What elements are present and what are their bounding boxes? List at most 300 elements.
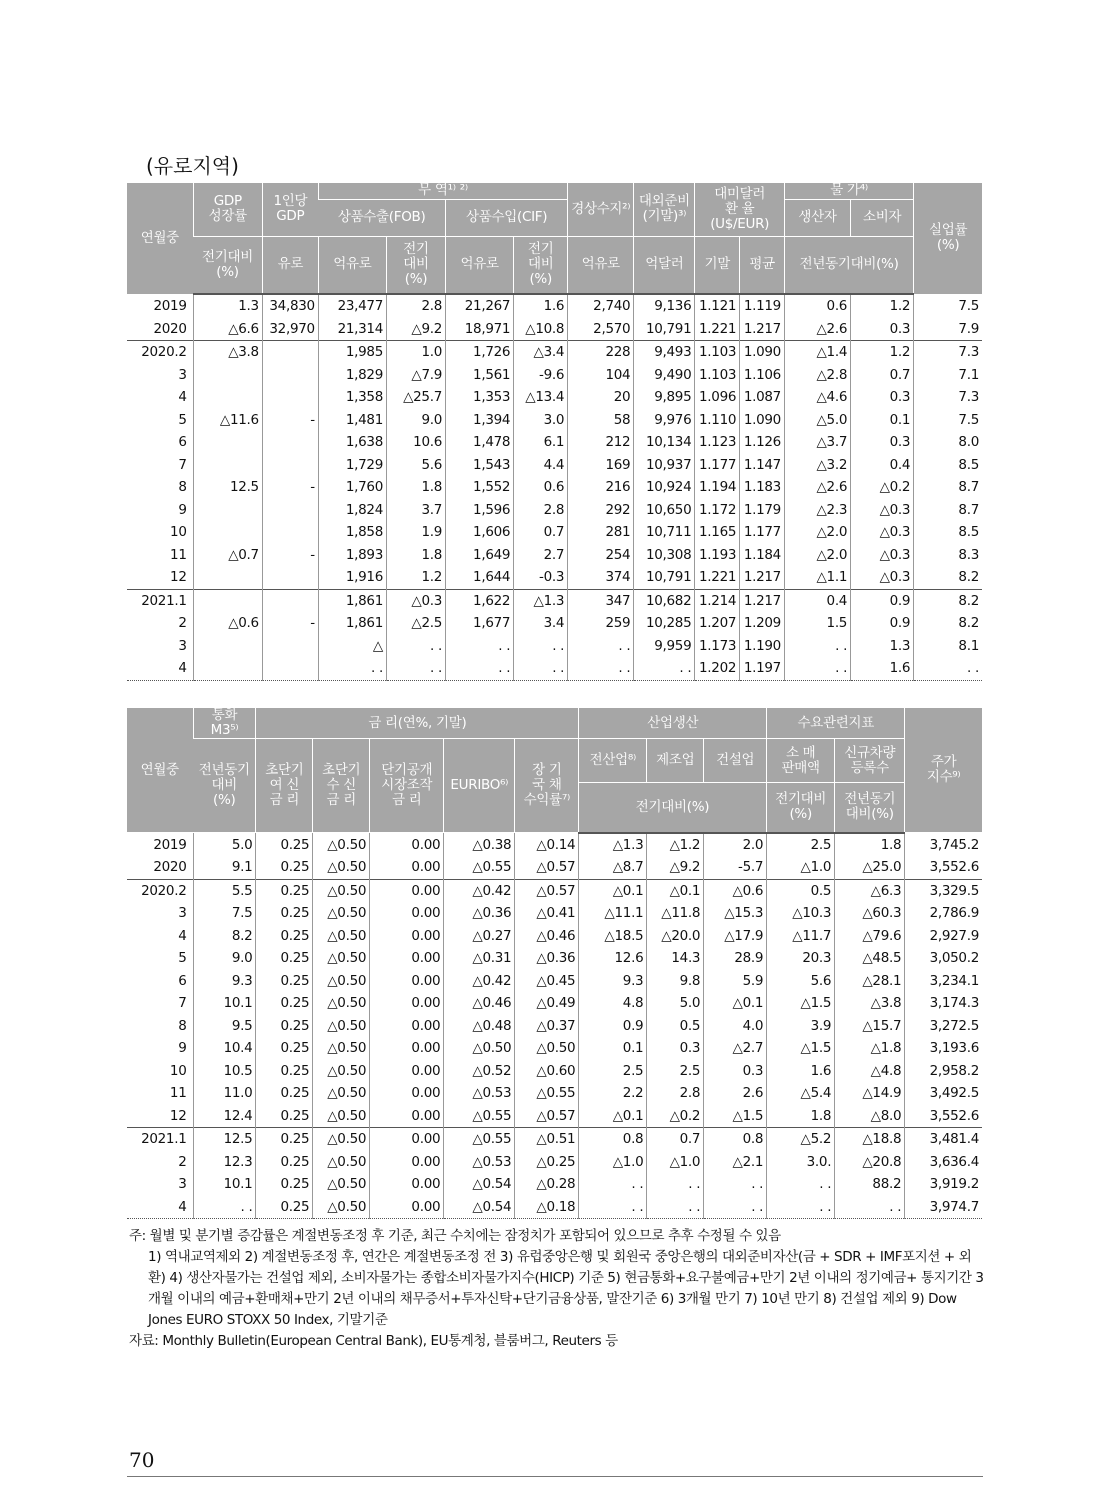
col-year-month: 연월중 (127, 183, 193, 294)
footnotes (129, 1226, 987, 1352)
table-cell: △1.3 (579, 833, 647, 857)
table-cell: 0.25 (256, 1173, 313, 1196)
row-label: 2020 (153, 320, 187, 337)
table-cell: . . (704, 1196, 767, 1219)
table-row (127, 1082, 982, 1105)
table-cell: - (262, 612, 318, 635)
table-cell: 0.00 (370, 1060, 444, 1083)
table-cell: 10,134 (634, 431, 695, 454)
table-cell: 1.8 (767, 1105, 835, 1128)
table-cell: 3,234.1 (905, 970, 982, 993)
table-cell (262, 386, 318, 409)
table-cell: 1.110 (695, 409, 740, 432)
table-cell: △0.50 (313, 1037, 370, 1060)
table-cell: △0.42 (444, 970, 515, 993)
table-cell: . . (568, 657, 634, 680)
table-cell: △11.6 (193, 409, 262, 432)
table-cell: 8.1 (914, 635, 982, 658)
table-cell: △0.36 (515, 947, 579, 970)
row-label: 9 (178, 1040, 187, 1057)
table-row (127, 294, 982, 318)
col2-industrial: 산업생산 (579, 708, 767, 739)
table-cell: 0.5 (767, 879, 835, 902)
table-cell: 1,481 (318, 409, 386, 432)
table-row (127, 1037, 982, 1060)
row-label: 3 (178, 905, 187, 922)
table-row (127, 431, 982, 454)
table-cell: △0.57 (515, 879, 579, 902)
table-cell: △0.50 (313, 1151, 370, 1174)
table-cell: 0.00 (370, 1015, 444, 1038)
table-cell: 2.7 (514, 544, 568, 567)
table-cell: △0.3 (851, 499, 914, 522)
table-cell: 10,285 (634, 612, 695, 635)
table-cell: . . (914, 657, 982, 680)
table-cell: 0.6 (514, 476, 568, 499)
table-cell: 28.9 (704, 947, 767, 970)
table-cell: 0.25 (256, 902, 313, 925)
table-cell: 1.184 (740, 544, 785, 567)
row-label: 4 (178, 389, 187, 406)
table-cell: 6.1 (514, 431, 568, 454)
table-cell: △0.3 (851, 566, 914, 589)
table-cell: △1.0 (579, 1151, 647, 1174)
table-cell: 2.8 (387, 294, 446, 318)
unit2-car-reg: 전년동기 대비(%) (835, 783, 905, 833)
table-cell: 1.202 (695, 657, 740, 680)
table-cell: 23,477 (318, 294, 386, 318)
table-cell: 2,740 (568, 294, 634, 318)
table-cell: 10,308 (634, 544, 695, 567)
table-cell: 1,649 (446, 544, 514, 567)
col-consumer: 소비자 (851, 199, 914, 236)
table-cell (193, 635, 262, 658)
table-cell: 0.9 (851, 612, 914, 635)
table-cell: 8.2 (914, 566, 982, 589)
table-cell: . . (634, 657, 695, 680)
table-cell: 8.2 (914, 612, 982, 635)
page-number: 70 (129, 1448, 155, 1472)
table-cell: 281 (568, 521, 634, 544)
table-cell: △5.0 (784, 409, 850, 432)
table-cell: △0.38 (444, 833, 515, 857)
table-cell: △0.41 (515, 902, 579, 925)
col-trade: 무 역¹⁾ ²⁾ (318, 183, 567, 199)
table-cell: △25.0 (835, 856, 905, 879)
table-cell: △17.9 (704, 925, 767, 948)
table-cell: 9.0 (387, 409, 446, 432)
table-cell: 1.172 (695, 499, 740, 522)
table-cell: △1.5 (767, 1037, 835, 1060)
table-cell: △2.6 (784, 476, 850, 499)
region-title: (유로지역) (146, 154, 239, 178)
row-label: 8 (178, 479, 187, 496)
table-cell: △0.1 (704, 992, 767, 1015)
table-cell: △0.50 (313, 1082, 370, 1105)
table-cell: 0.25 (256, 970, 313, 993)
table-cell (262, 521, 318, 544)
table-cell: 2.0 (704, 833, 767, 857)
table-cell: △11.1 (579, 902, 647, 925)
row-label: 7 (178, 995, 187, 1012)
table-cell (193, 364, 262, 387)
table-cell: 2.8 (647, 1082, 704, 1105)
table-cell: 10,650 (634, 499, 695, 522)
table-cell: 1.2 (387, 566, 446, 589)
table-cell: - (262, 476, 318, 499)
row-label: 5 (178, 411, 187, 428)
table-cell: 8.2 (914, 589, 982, 612)
table-cell: 2,927.9 (905, 925, 982, 948)
table-cell: . . (514, 657, 568, 680)
table-cell: △0.27 (444, 925, 515, 948)
table-cell (193, 454, 262, 477)
col2-govt-bond: 장 기 국 채 수익률⁷⁾ (515, 739, 579, 833)
table-cell: 12.4 (193, 1105, 256, 1128)
table-cell: 3,193.6 (905, 1037, 982, 1060)
table-cell: 1,985 (318, 341, 386, 364)
table-cell: △0.2 (851, 476, 914, 499)
row-label: 4 (127, 657, 193, 680)
table-cell: 10,711 (634, 521, 695, 544)
table-cell: . . (579, 1173, 647, 1196)
row-label: 7 (178, 456, 187, 473)
col2-car-reg: 신규차량 등록수 (835, 739, 905, 783)
table-cell: △0.2 (647, 1105, 704, 1128)
col2-mro: 단기공개 시장조작 금 리 (370, 739, 444, 833)
table-cell: 21,314 (318, 318, 386, 341)
table-cell: 4.8 (579, 992, 647, 1015)
table-cell: △0.60 (515, 1060, 579, 1083)
table-cell: 3,745.2 (905, 833, 982, 857)
table-cell: △0.54 (444, 1173, 515, 1196)
table-cell: △2.0 (784, 544, 850, 567)
table-cell: 0.25 (256, 925, 313, 948)
table-cell: . . (514, 635, 568, 658)
table-cell: △9.2 (647, 856, 704, 879)
table-cell: △0.28 (515, 1173, 579, 1196)
row-label: 4 (127, 1196, 193, 1219)
table-row (127, 589, 982, 612)
table-cell: 0.00 (370, 992, 444, 1015)
table-cell (193, 431, 262, 454)
table-cell: 4.4 (514, 454, 568, 477)
table-row (127, 992, 982, 1015)
table-cell: 1,638 (318, 431, 386, 454)
table-cell: 7.5 (193, 902, 256, 925)
table-cell (193, 499, 262, 522)
table-cell: 1.103 (695, 364, 740, 387)
row-label: 2021.1 (127, 1128, 193, 1151)
table-cell: △0.3 (851, 521, 914, 544)
col-fx: 대미달러 환 율 (U$/EUR) (695, 183, 785, 236)
table-cell: △15.3 (704, 902, 767, 925)
table-cell: 10,791 (634, 566, 695, 589)
table1-body (127, 294, 982, 680)
table-row (127, 521, 982, 544)
table-cell: 1.126 (740, 431, 785, 454)
table-cell: △0.50 (313, 1196, 370, 1219)
table-cell: △9.2 (387, 318, 446, 341)
table-cell: -0.3 (514, 566, 568, 589)
table-cell: 3,552.6 (905, 1105, 982, 1128)
table-cell: 1.8 (835, 833, 905, 857)
table-cell: 0.25 (256, 1082, 313, 1105)
table-cell: △28.1 (835, 970, 905, 993)
table-cell: 1.6 (851, 657, 914, 680)
table-cell: △0.50 (313, 1105, 370, 1128)
col2-stock: 주가 지수⁹⁾ (905, 708, 982, 833)
table-cell: 1.217 (740, 318, 785, 341)
table-cell: 2,958.2 (905, 1060, 982, 1083)
table-cell: 0.6 (784, 294, 850, 318)
table-cell: △0.25 (515, 1151, 579, 1174)
table-row (127, 970, 982, 993)
table-cell: 3.0 (514, 409, 568, 432)
table-cell: 0.7 (514, 521, 568, 544)
table-cell: 0.00 (370, 947, 444, 970)
table-cell: 8.7 (914, 476, 982, 499)
table-cell: 0.7 (851, 364, 914, 387)
table-cell: 3,174.3 (905, 992, 982, 1015)
table-cell: 0.7 (647, 1128, 704, 1151)
table-cell: 9.3 (193, 970, 256, 993)
table-cell: - (262, 544, 318, 567)
table-cell: 1.8 (387, 544, 446, 567)
table-cell: 1,606 (446, 521, 514, 544)
table-cell: △10.3 (767, 902, 835, 925)
table-cell: 3,481.4 (905, 1128, 982, 1151)
table-cell: 0.3 (851, 386, 914, 409)
row-label: 6 (178, 434, 187, 451)
table-cell: 1.221 (695, 318, 740, 341)
footnote-main: 주: 월별 및 분기별 증감률은 계절변동조정 후 기준, 최근 수치에는 잠정치가 포함되어 있으므로 추후 수정될 수 있음 (129, 1228, 781, 1244)
table-cell: 0.4 (851, 454, 914, 477)
table-cell: 34,830 (262, 294, 318, 318)
table-cell: △14.9 (835, 1082, 905, 1105)
table-cell: . . (784, 657, 850, 680)
table-cell: 10,791 (634, 318, 695, 341)
table-cell: . . (767, 1173, 835, 1196)
table-cell: 12.5 (193, 476, 262, 499)
table-cell: 2,786.9 (905, 902, 982, 925)
table-cell: 88.2 (835, 1173, 905, 1196)
table-cell: 104 (568, 364, 634, 387)
table-cell: 9,959 (634, 635, 695, 658)
table-cell: △0.50 (313, 1128, 370, 1151)
table-cell: 1.177 (695, 454, 740, 477)
table-cell: △8.0 (835, 1105, 905, 1128)
table-cell: 9.1 (193, 856, 256, 879)
col-gdp-per-capita: 1인당 GDP (262, 183, 318, 236)
table-row (127, 386, 982, 409)
table-cell: 0.25 (256, 833, 313, 857)
col-imports: 상품수입(CIF) (446, 199, 568, 236)
table-cell: 1.214 (695, 589, 740, 612)
table-row (127, 947, 982, 970)
table-cell: △0.3 (387, 589, 446, 612)
table-cell: 1,644 (446, 566, 514, 589)
table-cell: △4.6 (784, 386, 850, 409)
table-cell: 32,970 (262, 318, 318, 341)
table-cell: 7.3 (914, 341, 982, 364)
table-cell: △0.50 (515, 1037, 579, 1060)
table-cell: △0.1 (647, 879, 704, 902)
table-row (127, 1196, 982, 1219)
table-cell (193, 589, 262, 612)
table-cell: 10.1 (193, 992, 256, 1015)
table-cell: △5.2 (767, 1128, 835, 1151)
table-cell: 1.090 (740, 341, 785, 364)
col-fx-avg: 평균 (740, 236, 785, 294)
table-cell: 2.6 (704, 1082, 767, 1105)
table-row (127, 925, 982, 948)
table-cell: 3.4 (514, 612, 568, 635)
table-cell: 1.197 (740, 657, 785, 680)
table-cell: 10.4 (193, 1037, 256, 1060)
table-cell: △0.49 (515, 992, 579, 1015)
table-cell: 374 (568, 566, 634, 589)
table-cell: . . (446, 657, 514, 680)
row-label: 4 (178, 927, 187, 944)
table-cell: 1.121 (695, 294, 740, 318)
table-cell: △3.8 (835, 992, 905, 1015)
table-cell: . . (767, 1196, 835, 1219)
unit2-retail: 전기대비 (%) (767, 783, 835, 833)
col2-demand: 수요관련지표 (767, 708, 905, 739)
table-cell (262, 635, 318, 658)
table-cell (262, 657, 318, 680)
table-cell: 3,329.5 (905, 879, 982, 902)
table-row (127, 1105, 982, 1128)
table-cell: △0.55 (444, 1105, 515, 1128)
table-cell: 1.6 (514, 294, 568, 318)
table-cell: 0.9 (579, 1015, 647, 1038)
table-cell: 1.103 (695, 341, 740, 364)
table-cell: 0.25 (256, 1105, 313, 1128)
table-cell: 1.193 (695, 544, 740, 567)
table-cell: 0.00 (370, 1105, 444, 1128)
table-cell: 1,861 (318, 589, 386, 612)
table-cell: 5.0 (193, 833, 256, 857)
table-cell: △1.0 (767, 856, 835, 879)
col2-construction: 건설업 (704, 739, 767, 783)
col2-all-industry: 전산업⁸⁾ (579, 739, 647, 783)
table-cell: 3,050.2 (905, 947, 982, 970)
row-label: 11 (169, 1085, 187, 1102)
table-row (127, 1151, 982, 1174)
table-cell: △0.50 (313, 1173, 370, 1196)
table-cell: 0.25 (256, 1151, 313, 1174)
table-cell: . . (647, 1173, 704, 1196)
eurozone-macro-table (127, 183, 982, 681)
table-cell: △1.4 (784, 341, 850, 364)
table-cell: 10,937 (634, 454, 695, 477)
table-cell: 0.25 (256, 879, 313, 902)
table-cell: 1,677 (446, 612, 514, 635)
row-label: 3 (178, 1176, 187, 1193)
table-cell: 1.096 (695, 386, 740, 409)
table-cell: 1.087 (740, 386, 785, 409)
table-cell: △0.46 (444, 992, 515, 1015)
table-cell: △0.50 (313, 947, 370, 970)
table-cell: 259 (568, 612, 634, 635)
table-cell: △0.37 (515, 1015, 579, 1038)
table-cell: 1,543 (446, 454, 514, 477)
row-label: 2021.1 (127, 589, 193, 612)
table-cell: 1.6 (767, 1060, 835, 1083)
table-cell: 3,636.4 (905, 1151, 982, 1174)
table-cell: 10,682 (634, 589, 695, 612)
table-cell: 0.00 (370, 1128, 444, 1151)
table-cell: 8.5 (914, 454, 982, 477)
row-label: 9 (178, 501, 187, 518)
col2-euribor: EURIBO⁶⁾ (444, 739, 515, 833)
table-cell: △0.55 (515, 1082, 579, 1105)
table-cell (262, 566, 318, 589)
table-cell: 228 (568, 341, 634, 364)
unit2-industrial: 전기대비(%) (579, 783, 767, 833)
table-cell: 212 (568, 431, 634, 454)
table-cell: △0.6 (704, 879, 767, 902)
col-unemployment: 실업률 (%) (914, 183, 982, 294)
table-row (127, 1128, 982, 1151)
table-cell: 1,726 (446, 341, 514, 364)
unit-exports-value: 억유로 (318, 236, 386, 294)
table-cell: 5.0 (647, 992, 704, 1015)
table-cell: 3,552.6 (905, 856, 982, 879)
table-cell: △0.50 (313, 833, 370, 857)
table-cell: △0.3 (851, 544, 914, 567)
table-cell (262, 364, 318, 387)
table-cell (262, 589, 318, 612)
table-cell: 3,272.5 (905, 1015, 982, 1038)
table-cell: 0.5 (647, 1015, 704, 1038)
unit-reserves: 억달러 (634, 236, 695, 294)
table-cell: 0.25 (256, 1196, 313, 1219)
table-cell: 0.00 (370, 1173, 444, 1196)
table-cell: 1,394 (446, 409, 514, 432)
table-cell: 20.3 (767, 947, 835, 970)
table-cell: 7.5 (914, 409, 982, 432)
table-cell: 1.123 (695, 431, 740, 454)
table-cell: 347 (568, 589, 634, 612)
table-cell: △0.50 (313, 1060, 370, 1083)
table-cell: △13.4 (514, 386, 568, 409)
table-cell: 1,561 (446, 364, 514, 387)
table-cell: 1,478 (446, 431, 514, 454)
table-cell: 9,490 (634, 364, 695, 387)
table-cell: 0.3 (851, 431, 914, 454)
col-exports: 상품수출(FOB) (318, 199, 445, 236)
table-cell: 2,570 (568, 318, 634, 341)
table-cell: 1.0 (387, 341, 446, 364)
table-cell: △2.1 (704, 1151, 767, 1174)
table-row (127, 544, 982, 567)
table-row (127, 454, 982, 477)
table-cell: 1.165 (695, 521, 740, 544)
row-label: 12 (170, 569, 187, 586)
table-cell: △1.5 (704, 1105, 767, 1128)
row-label: 2 (178, 1153, 187, 1170)
table-cell (193, 386, 262, 409)
table-cell: △3.7 (784, 431, 850, 454)
table-cell: 8.0 (914, 431, 982, 454)
row-label: 10 (169, 1062, 187, 1079)
table-cell: 1,858 (318, 521, 386, 544)
table-row (127, 1173, 982, 1196)
table-cell: 1.173 (695, 635, 740, 658)
